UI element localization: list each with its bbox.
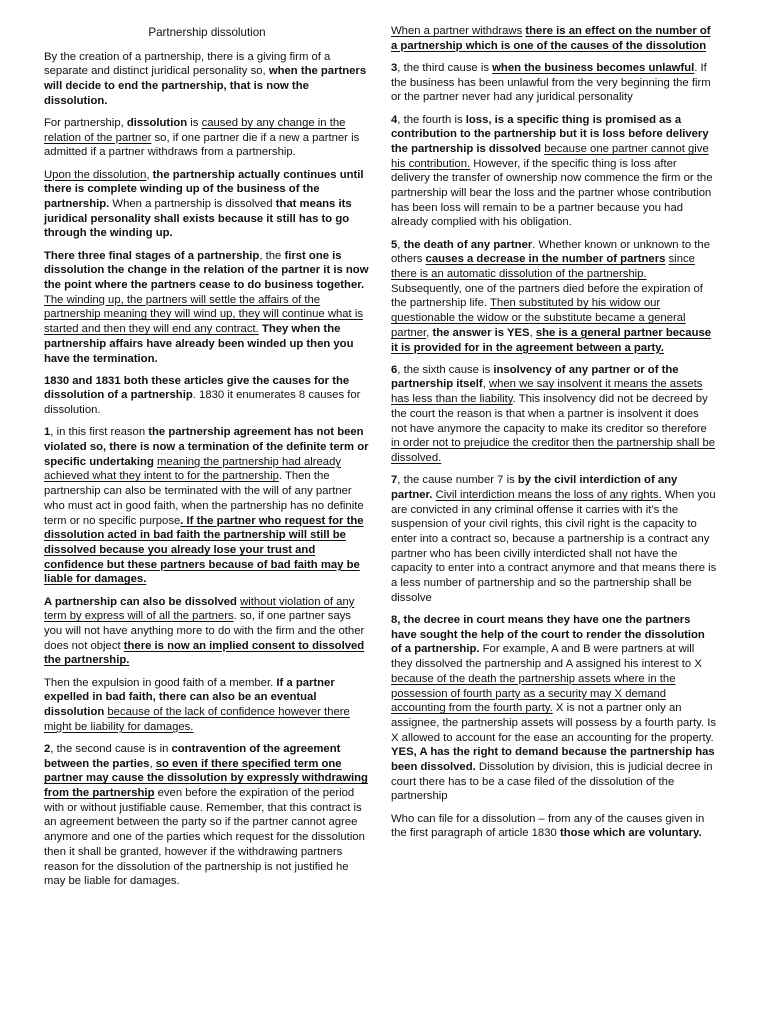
text-span: The winding up, the partners will settle the affairs of the partnership meaning they will wind up, they will continue what is started and then they will end any contract. bbox=[44, 293, 363, 336]
text-span: the partnership agreement has not been violated so, there is now a termination of the definite term or specific undertaking bbox=[44, 426, 369, 468]
text-span: , the cause number 7 is bbox=[397, 474, 518, 487]
text-span: When you are convicted in any criminal offense it carries with it’s the suspension of your civil rights, this civil right is the capacity to enter into a contract so, because a partnership is a contract any partner who has been civilly interdicted shall not have the capacity to enter into a contract anymore and that means there is a less number of partnership and so the partnership shall be dissolve bbox=[391, 488, 717, 604]
text-span: , the second cause is in bbox=[50, 742, 172, 755]
text-span: There three final stages of a partnership bbox=[44, 249, 260, 262]
text-span: . so, if one partner says you will not have anything more to do with the firm and the other does not object bbox=[44, 610, 365, 652]
text-span: By the creation of a partnership, there is a giving firm of a separate and distinct juridical personality so, bbox=[44, 50, 331, 78]
text-span: , bbox=[397, 238, 404, 251]
paragraph bbox=[44, 742, 370, 889]
text-span: those which are voluntary. bbox=[559, 827, 702, 840]
text-span: the death of any partner bbox=[403, 238, 533, 251]
left-column bbox=[44, 24, 370, 896]
paragraph bbox=[44, 50, 370, 109]
text-span: , bbox=[426, 326, 433, 339]
text-span: insolvency of any partner or of the partnership itself bbox=[391, 363, 679, 391]
text-span: , bbox=[146, 168, 153, 181]
text-span: loss, is a specific thing is promised as a contribution to the partnership but it is loss before delivery the partnership is dissolved bbox=[391, 113, 709, 155]
text-span: the answer is YES bbox=[432, 326, 530, 339]
text-span: If a partner expelled in bad faith, there can also be an eventual dissolution bbox=[44, 676, 335, 719]
paragraph bbox=[44, 249, 370, 367]
text-span: even before the expiration of the period with or without justifiable cause. Remember, that this contract is an agreement between the party so if the partner cannot agree anymore and one of the parties which request for the dissolution then it shall be granted, however if the withdrawing partners reason for the dissolution of the partnership is not justified he may be liable for damages. bbox=[44, 787, 365, 888]
text-span: , bbox=[149, 757, 156, 770]
text-span: , bbox=[482, 378, 489, 391]
paragraph bbox=[391, 24, 717, 53]
text-span: when the business becomes unlawful bbox=[492, 61, 695, 74]
text-span: . This insolvency did not be decreed by the court the reason is that when a partner is insolvent it does not have anymore the capacity to make its creditor so therefore bbox=[391, 393, 708, 435]
text-span: When a partnership is dissolved bbox=[109, 198, 276, 211]
paragraph bbox=[44, 116, 370, 160]
text-span: Subsequently, one of the partners died before the expiration of the partnership life. bbox=[391, 282, 703, 310]
text-span: when we say insolvent it means the assets has less than the liability bbox=[391, 378, 703, 406]
text-span: Civil interdiction means the loss of any rights. bbox=[435, 488, 662, 501]
paragraph bbox=[391, 113, 717, 231]
paragraph bbox=[391, 61, 717, 105]
text-span: Upon the dissolution bbox=[44, 168, 147, 181]
text-span: For partnership, bbox=[44, 117, 127, 130]
text-span: in order not to prejudice the creditor then the partnership shall be dissolved. bbox=[391, 437, 716, 464]
paragraph bbox=[391, 473, 717, 605]
paragraph bbox=[44, 168, 370, 242]
text-span: A partnership can also be dissolved bbox=[44, 595, 237, 608]
text-span: without violation of any term by express will of all the partners bbox=[44, 595, 355, 623]
text-span: Then the expulsion in good faith of a member. bbox=[44, 676, 277, 689]
text-span: causes a decrease in the number of partners bbox=[425, 253, 666, 266]
text-span: when the partners will decide to end the partnership, that is now the dissolution. bbox=[44, 65, 367, 107]
text-span: , the bbox=[259, 249, 285, 262]
text-span: contravention of the agreement between the parties bbox=[44, 742, 341, 770]
text-span: because of the lack of confidence however there might be liability for damages. bbox=[44, 706, 350, 733]
text-span: YES, A has the right to demand because the partnership has been dissolved. bbox=[391, 746, 715, 774]
text-span: first one is dissolution the change in the relation of the partner it is now the point where the partners cease to do business together. bbox=[44, 249, 369, 292]
text-span: because one partner cannot give his contribution. bbox=[391, 142, 709, 170]
paragraph bbox=[44, 676, 370, 735]
text-span: because of the death the partnership assets where in the possession of fourth party as a security may X demand accounting from the fourth party. bbox=[391, 672, 676, 715]
text-span: meaning the partnership had already achieved what they intent to for the partnership bbox=[44, 455, 342, 483]
text-span: Who can file for a dissolution – from any of the causes given in the first paragraph of article 1830 bbox=[391, 812, 705, 840]
text-span: , the third cause is bbox=[397, 61, 493, 74]
right-column bbox=[391, 24, 717, 849]
text-span: is bbox=[187, 117, 202, 130]
text-span: caused by any change in the relation of the partner bbox=[44, 117, 346, 144]
text-span: so, if one partner die if a new a partner is admitted if a partner withdraws from a partnership. bbox=[44, 131, 360, 159]
text-span: 5 bbox=[391, 238, 398, 251]
text-span: 8, the decree in court means they have one the partners have sought the help of the court to render the dissolution of a partnership. bbox=[391, 614, 705, 656]
text-span: there is an effect on the number of a partnership which is one of the causes of the dissolution bbox=[391, 25, 711, 52]
paragraph bbox=[391, 238, 717, 356]
paragraph bbox=[391, 613, 717, 804]
text-span: that means its juridical personality shall exists because it still has to go through the winding up. bbox=[44, 198, 352, 240]
text-span: dissolution bbox=[126, 117, 188, 130]
text-span: . If the partner who request for the dissolution acted in bad faith the partnership will still be dissolved because you already lose your trust and confidence but these partners because of bad faith may be liable for damages. bbox=[44, 514, 364, 586]
text-span: by the civil interdiction of any partner. bbox=[391, 474, 678, 501]
text-span: , bbox=[529, 326, 536, 339]
text-span: However, if the specific thing is loss after delivery the transfer of ownership now commence the firm or the partnership will bear the loss and the partner whose contribution has been loss will remain to be a partner because you had already complied with his obligation. bbox=[391, 157, 713, 229]
text-span: , the fourth is bbox=[397, 113, 466, 126]
text-span: she is a general partner because it is provided for in the agreement between a party. bbox=[391, 326, 712, 354]
paragraph bbox=[391, 363, 717, 466]
text-span: . If the business has been unlawful from the very beginning the firm or the partner never had any juridical personality bbox=[391, 61, 711, 104]
text-span: For example, A and B were partners at will they dissolved the partnership and A assigned his interest to X bbox=[391, 643, 702, 671]
text-span: , in this first reason bbox=[50, 426, 149, 439]
text-span: since there is an automatic dissolution of the partnership. bbox=[391, 253, 695, 281]
text-span: 6 bbox=[391, 363, 398, 376]
text-span: there is now an implied consent to dissolved the partnership. bbox=[44, 639, 365, 667]
text-span: . Whether known or unknown to the others bbox=[391, 238, 710, 266]
document-title: Partnership dissolution bbox=[148, 26, 266, 39]
paragraph bbox=[44, 425, 370, 587]
text-span: 7 bbox=[391, 474, 398, 487]
text-span: 1830 and 1831 both these articles give the causes for the dissolution of a partnership bbox=[44, 374, 350, 402]
text-span: , the sixth cause is bbox=[397, 363, 494, 376]
text-span: They when the partnership affairs have already been winded up then you have the termination. bbox=[44, 323, 354, 365]
paragraph bbox=[44, 595, 370, 669]
text-span: When a partner withdraws bbox=[391, 25, 523, 37]
text-span: . 1830 it enumerates 8 causes for dissolution. bbox=[44, 389, 361, 417]
text-span: Dissolution by division, this is judicial decree in court there has to be a case filed of the dissolution of the partnership bbox=[391, 761, 713, 803]
text-span: 4 bbox=[391, 113, 398, 126]
text-span: so even if there specified term one partner may cause the dissolution by expressly withdrawing from the partnership bbox=[44, 757, 368, 800]
paragraph bbox=[44, 374, 370, 418]
text-span: the partnership actually continues until there is complete winding up of the business of the partnership. bbox=[44, 168, 364, 211]
text-span: Then substituted by his widow our questionable the widow or the substitute became a general partner bbox=[391, 297, 686, 339]
text-span: X is not a partner only an assignee, the partnership assets will possess by a fourth party. Is X allowed to account for the ease an accounting for the property. bbox=[391, 702, 717, 744]
paragraph bbox=[391, 812, 717, 841]
text-span: 2 bbox=[44, 742, 51, 755]
text-span: 3 bbox=[391, 61, 398, 74]
text-span: . Then the partnership can also be terminated with the will of any partner who must act in good faith, when the partnership has no definite term or no specific purpose bbox=[44, 470, 364, 527]
text-span: 1 bbox=[44, 426, 51, 439]
